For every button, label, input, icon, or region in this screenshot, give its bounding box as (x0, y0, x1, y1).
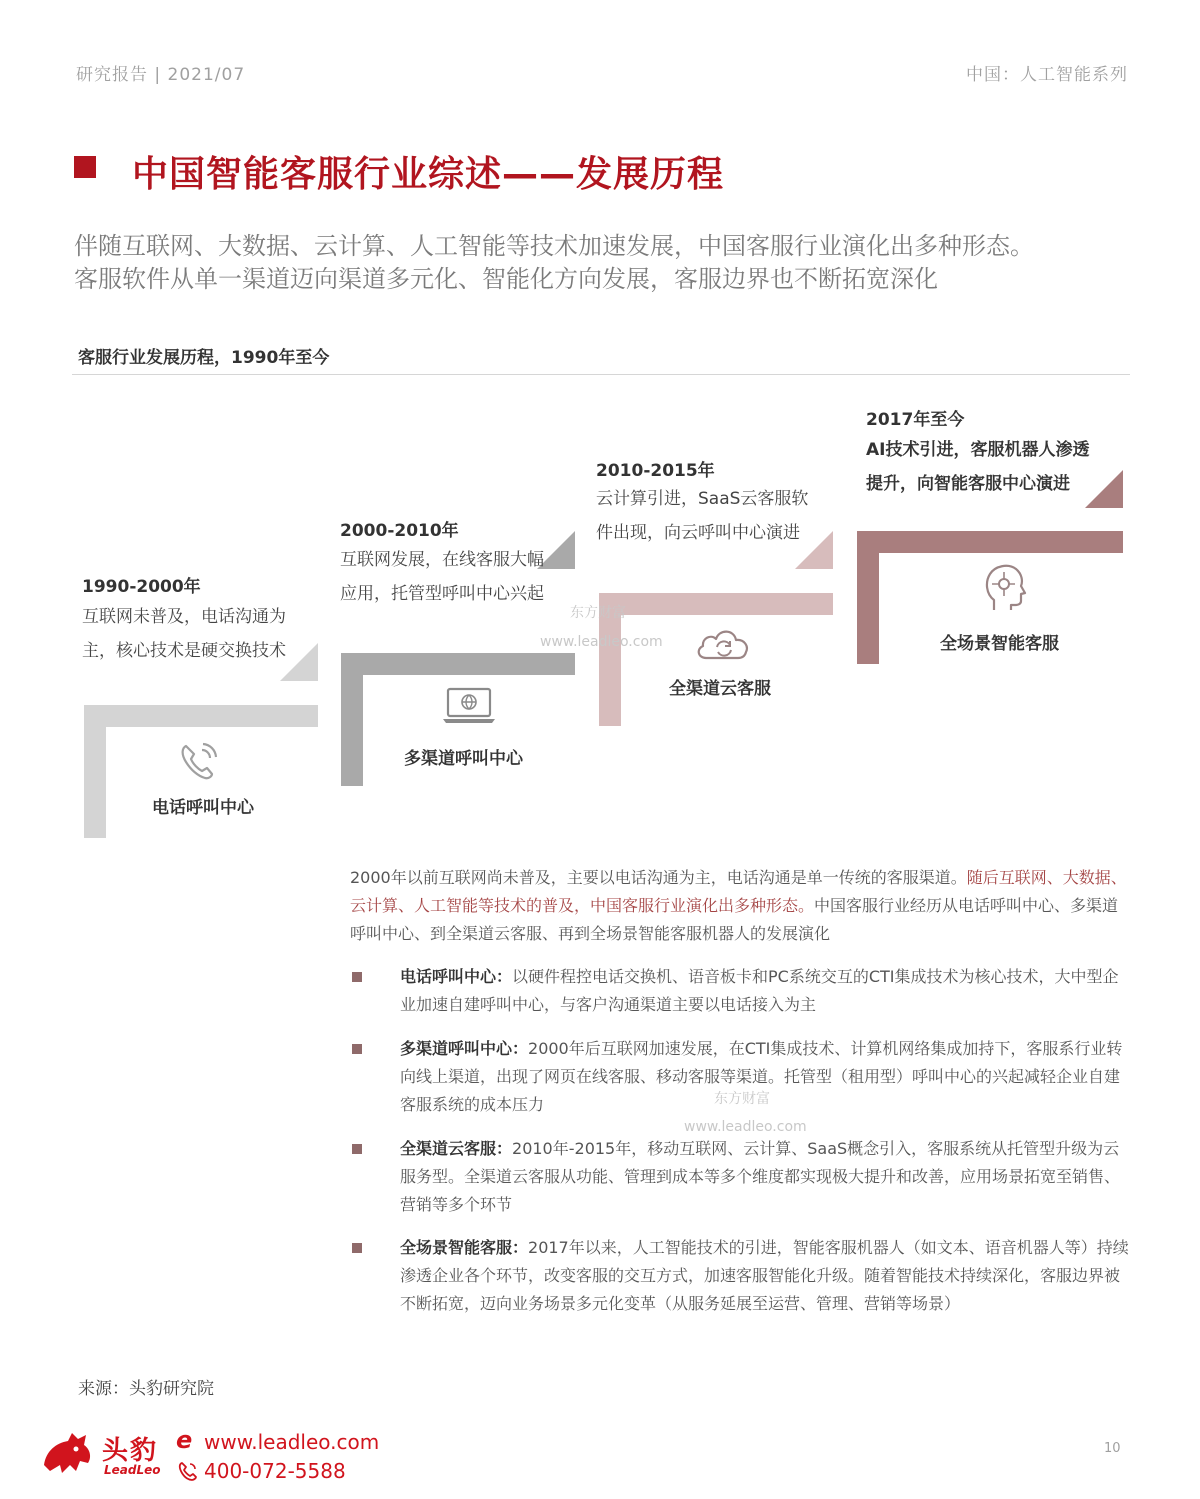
bullet-3 (400, 1135, 1130, 1219)
page-number: 10 (1104, 1441, 1121, 1456)
step1-top-bar (84, 705, 318, 727)
bullet-3-title: 全渠道云客服： (400, 1139, 513, 1158)
bullet-1-text: 以硬件程控电话交换机、语音板卡和PC系统交互的CTI集成技术为核心技术，大中型企业加速自建呼叫中心，与客户沟通渠道主要以电话接入为主 (400, 967, 1119, 1014)
title-square (74, 156, 96, 178)
stage4-desc (866, 433, 1089, 501)
stage2-desc-line-1: 互联网发展，在线客服大幅 (340, 550, 544, 570)
stage1-name: 电话呼叫中心 (152, 798, 254, 818)
stage2-desc (340, 543, 544, 611)
watermark-name-2: 东方财富 (714, 1091, 770, 1107)
footer-phone: 400-072-5588 (204, 1459, 346, 1483)
intro-paragraph (350, 864, 1130, 948)
stage1-period: 1990-2000年 (82, 577, 201, 597)
bullet-1 (400, 963, 1130, 1019)
phone-icon (178, 740, 224, 782)
bullet-marker-4 (352, 1243, 362, 1253)
bullet-4-text: 2017年以来，人工智能技术的引进，智能客服机器人（如文本、语音机器人等）持续渗透企业各个环节，改变客服的交互方式，加速客服智能化升级。随着智能技术持续深化，客服边界被不断拓宽，迈向业务场景多元化变革（从服务延展至运营、管理、营销等场景） (400, 1238, 1129, 1313)
stage3-desc (596, 482, 808, 550)
step1-left-bar (84, 705, 106, 838)
subtitle-line-2: 客服软件从单一渠道迈向渠道多元化、智能化方向发展，客服边界也不断拓宽深化 (74, 265, 938, 293)
laptop-globe-icon (440, 686, 498, 726)
stage2-period: 2000-2010年 (340, 521, 459, 541)
step2-top-bar (341, 653, 575, 675)
stage1-desc-line-2: 主，核心技术是硬交换技术 (82, 641, 286, 661)
step4-top-bar (857, 531, 1123, 553)
bullet-marker-1 (352, 972, 362, 982)
watermark-url-2: www.leadleo.com (684, 1119, 807, 1135)
bullet-4 (400, 1234, 1130, 1318)
leadleo-logo-icon (40, 1425, 96, 1481)
bullet-4-title: 全场景智能客服： (400, 1238, 529, 1257)
step2-left-bar (341, 653, 363, 786)
phone-footer-icon (177, 1460, 199, 1482)
step4-arrow (1085, 470, 1123, 508)
intro-part1: 2000年以前互联网尚未普及，主要以电话沟通为主，电话沟通是单一传统的客服渠道。 (350, 868, 967, 887)
stage4-desc-line-1: AI技术引进，客服机器人渗透 (866, 440, 1090, 460)
stage4-name: 全场景智能客服 (940, 634, 1059, 654)
bullet-2-text: 2000年后互联网加速发展，在CTI集成技术、计算机网络集成加持下，客服系行业转向线上渠道，出现了网页在线客服、移动客服等渠道。托管型（租用型）呼叫中心的兴起减轻企业自建客服系统的成本压力 (400, 1039, 1123, 1114)
bullet-1-title: 电话呼叫中心： (400, 967, 513, 986)
bullet-3-text: 2010年-2015年，移动互联网、云计算、SaaS概念引入，客服系统从托管型升级为云服务型。全渠道云客服从功能、管理到成本等多个维度都实现极大提升和改善，应用场景拓宽至销售、营销等多个环节 (400, 1139, 1121, 1214)
stage3-period: 2010-2015年 (596, 461, 715, 481)
logo-cn: 头豹 (102, 1436, 159, 1466)
web-icon: e (176, 1426, 193, 1454)
page-title: 中国智能客服行业综述——发展历程 (132, 154, 725, 195)
bullet-marker-2 (352, 1044, 362, 1054)
subtitle-line-1: 伴随互联网、大数据、云计算、人工智能等技术加速发展，中国客服行业演化出多种形态。 (74, 232, 1034, 260)
stage1-desc (82, 600, 286, 668)
stage3-name: 全渠道云客服 (669, 679, 771, 699)
stage3-desc-line-1: 云计算引进，SaaS云客服软 (596, 489, 809, 509)
stage4-desc-line-2: 提升，向智能客服中心演进 (866, 474, 1070, 494)
source-note: 来源：头豹研究院 (78, 1379, 214, 1399)
stage4-period: 2017年至今 (866, 410, 965, 430)
stage3-desc-line-2: 件出现，向云呼叫中心演进 (596, 523, 800, 543)
footer-website[interactable]: www.leadleo.com (204, 1430, 380, 1454)
bullet-marker-3 (352, 1144, 362, 1154)
intro-part2: 中国客服行业经历从电话呼叫中心、多渠道呼叫中心、到全渠道云客服、再到全场景智能客服机器人的发展演化 (350, 896, 1119, 943)
watermark-name-1: 东方财富 (570, 605, 626, 621)
step3-top-bar (599, 593, 833, 615)
header-left: 研究报告 | 2021/07 (76, 65, 246, 85)
stage2-desc-line-2: 应用，托管型呼叫中心兴起 (340, 584, 544, 604)
watermark-url-1: www.leadleo.com (540, 634, 663, 650)
ai-head-icon (980, 560, 1030, 614)
bullet-2-title: 多渠道呼叫中心： (400, 1039, 529, 1058)
section-title: 客服行业发展历程，1990年至今 (78, 348, 330, 368)
subtitle (74, 230, 1154, 296)
stage2-name: 多渠道呼叫中心 (404, 749, 523, 769)
header-right: 中国：人工智能系列 (966, 65, 1128, 85)
intro-highlight: 随后互联网、大数据、云计算、人工智能等技术的普及，中国客服行业演化出多种形态。 (350, 868, 1127, 915)
logo-en: LeadLeo (104, 1463, 161, 1477)
cloud-sync-icon (692, 622, 756, 664)
section-divider (72, 374, 1130, 375)
step4-left-bar (857, 531, 879, 664)
stage1-desc-line-1: 互联网未普及，电话沟通为 (82, 607, 286, 627)
bullet-2 (400, 1035, 1130, 1119)
